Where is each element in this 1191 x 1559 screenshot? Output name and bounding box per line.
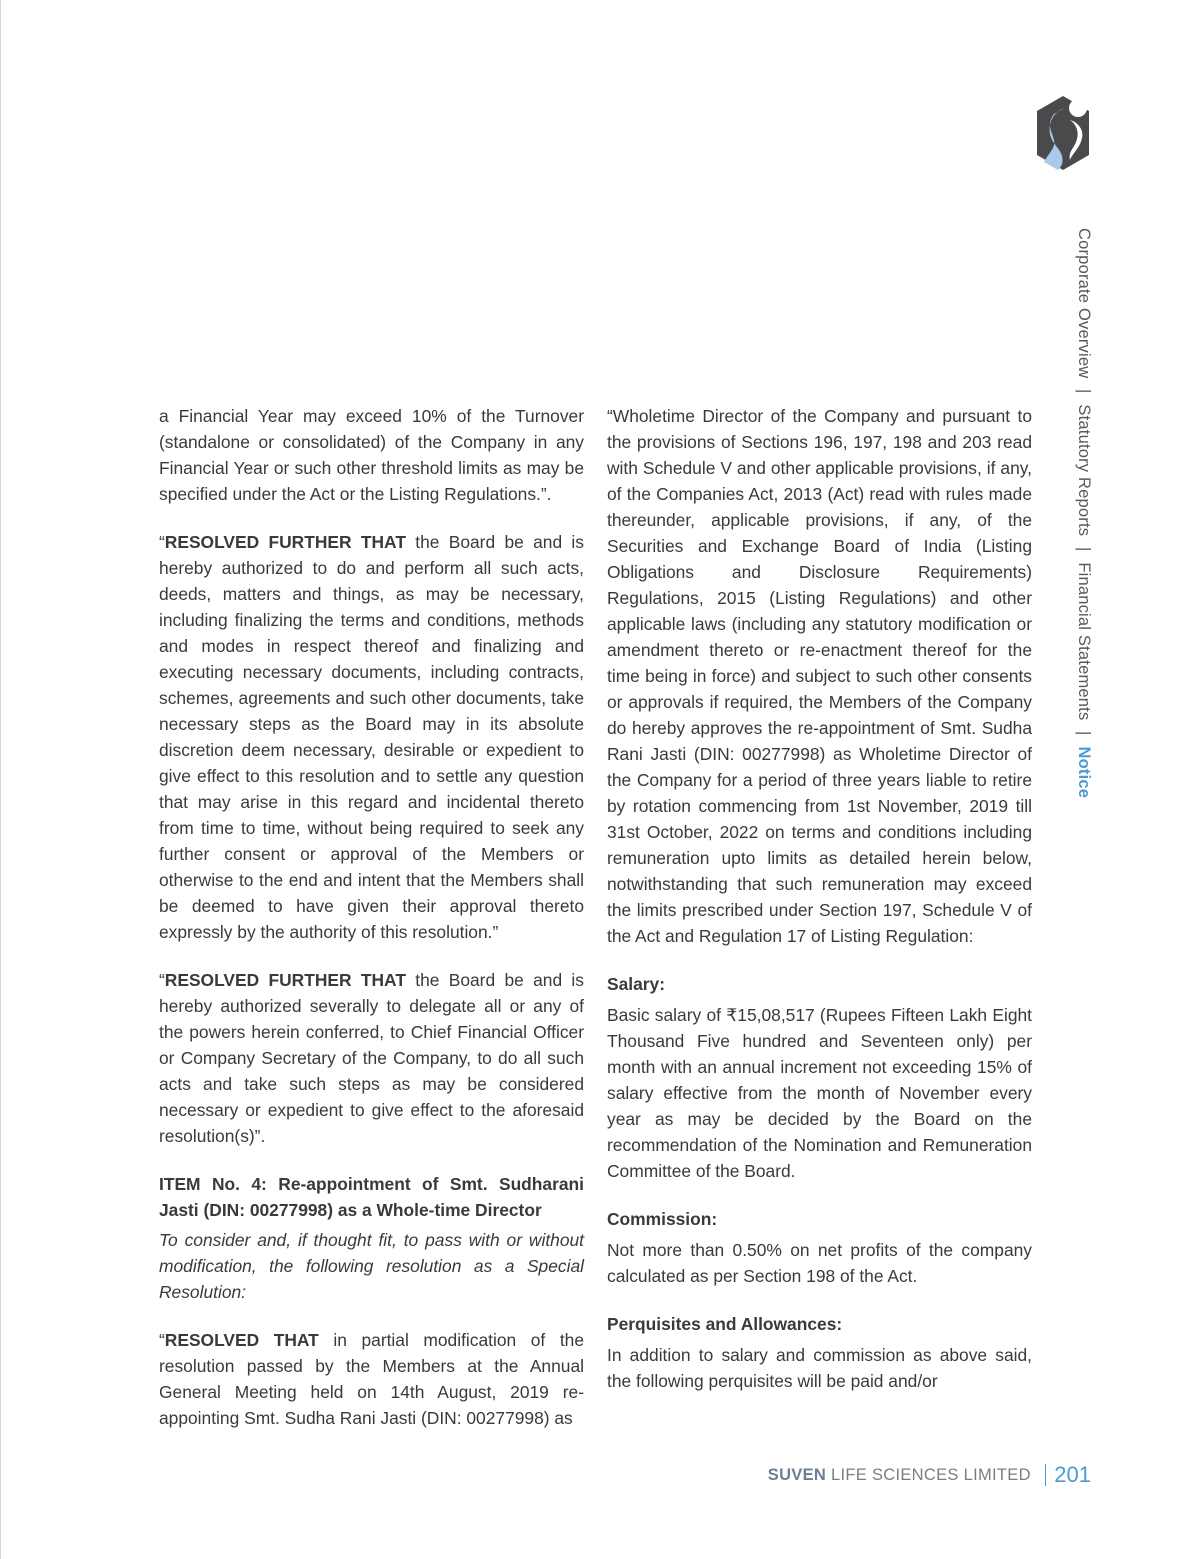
perquisites-heading: Perquisites and Allowances: [607,1314,843,1334]
suven-logo-icon [1034,94,1092,172]
perquisites-text: In addition to salary and commission as above said, the following perquisites will be paid and/or [607,1345,1032,1391]
commission-text: Not more than 0.50% on net profits of the company calculated as per Section 198 of the Act. [607,1240,1032,1286]
nav-separator: | [1075,731,1093,736]
left-column [159,403,584,1453]
nav-item-statutory-reports[interactable]: Statutory Reports [1075,404,1093,537]
paragraph-wholetime-director: “Wholetime Director of the Company and pursuant to the provisions of Sections 196, 197, 198 and 203 read with Schedule V and other applicable provisions, if any, of the Companies Act, 2013 (Act) read with rules made thereunder, applicable provisions, if any, of the Securities and Exchange Board of India (Listing Obligations and Disclosure Requirements) Regulations, 2015 (Listing Regulations) and other applicable laws (including any statutory modification or amendment thereto or re-enactment thereof for the time being in force) and subject to such other consents or approvals if required, the Members of the Company do hereby approves the re-appointment of Smt. Sudha Rani Jasti (DIN: 00277998) as Wholetime Director of the Company for a period of three years liable to retire by rotation commencing from 1st November, 2019 till 31st October, 2022 on terms and conditions including remuneration upto limits as detailed herein below, notwithstanding that such remuneration may exceed the limits prescribed under Section 197, Schedule V of the Act and Regulation 17 of Listing Regulation: [607,406,1032,946]
commission-heading: Commission: [607,1209,718,1229]
footer-divider [1045,1464,1047,1486]
resolution-lead: RESOLVED THAT [164,1330,319,1350]
paragraph-resolved-further-2 [159,967,584,1149]
paragraph-resolved-that [159,1327,584,1431]
item-4-instruction [159,1227,584,1305]
resolution-lead: RESOLVED FURTHER THAT [164,532,406,552]
resolution-body: in partial modification of the resolution passed by the Members at the Annual General Meeting held on 14th August, 2019 re-appointing Smt. Sudha Rani Jasti (DIN: 00277998) as [159,1330,584,1428]
nav-separator: | [1075,389,1093,394]
nav-item-financial-statements[interactable]: Financial Statements [1075,562,1093,721]
open-quote: “ [159,970,165,990]
nav-separator: | [1075,547,1093,552]
company-brand: SUVEN [767,1465,827,1484]
company-name-rest: LIFE SCIENCES LIMITED [826,1465,1031,1484]
salary-text: Basic salary of ₹15,08,517 (Rupees Fifteen Lakh Eight Thousand Five hundred and Seventeen only) per month with an annual increment not exceeding 15% of salary effective from the month of November every year as may be decided by the Board on the recommendation of the Nomination and Remuneration Committee of the Board. [607,1005,1032,1181]
page-number: 201 [1054,1462,1091,1487]
resolution-body: the Board be and is hereby authorized to do and perform all such acts, deeds, matters and things, as may be necessary, including finalizing the terms and conditions, methods and modes in respect thereof and finalizing and executing necessary documents, including contracts, schemes, agreements and such other documents, take necessary steps as the Board may in its absolute discretion deem necessary, desirable or expedient to give effect to this resolution and to settle any question that may arise in this regard and incidental thereto from time to time, without being required to seek any further consent or approval of the Members or otherwise to the end and intent that the Members shall be deemed to have given their approval thereto expressly by the authority of this resolution.” [159,532,584,942]
paragraph-resolved-further-1 [159,529,584,945]
section-navigation [1074,228,1093,798]
right-column [607,403,1032,1416]
paragraph-financial-year: a Financial Year may exceed 10% of the Turnover (standalone or consolidated) of the Company in any Financial Year or such other threshold limits as may be specified under the Act or the Listing Regulations.”. [159,406,584,504]
open-quote: “ [159,532,165,552]
item-4-heading: ITEM No. 4: Re-appointment of Smt. Sudharani Jasti (DIN: 00277998) as a Whole-time Director [159,1174,584,1220]
instruction-text: To consider and, if thought fit, to pass with or without modification, the following resolution as a Special Resolution: [159,1230,584,1302]
company-name [768,1466,1031,1485]
salary-heading: Salary: [607,974,666,994]
page-footer [768,1460,1091,1490]
nav-item-corporate-overview[interactable]: Corporate Overview [1075,228,1093,379]
nav-item-notice-active[interactable]: Notice [1075,746,1093,799]
open-quote: “ [159,1330,165,1350]
page-edge [0,0,1,1559]
resolution-body: the Board be and is hereby authorized severally to delegate all or any of the powers herein conferred, to Chief Financial Officer or Company Secretary of the Company, to do all such acts and take such steps as may be considered necessary or expedient to give effect to the aforesaid resolution(s)”. [159,970,584,1146]
resolution-lead: RESOLVED FURTHER THAT [164,970,406,990]
